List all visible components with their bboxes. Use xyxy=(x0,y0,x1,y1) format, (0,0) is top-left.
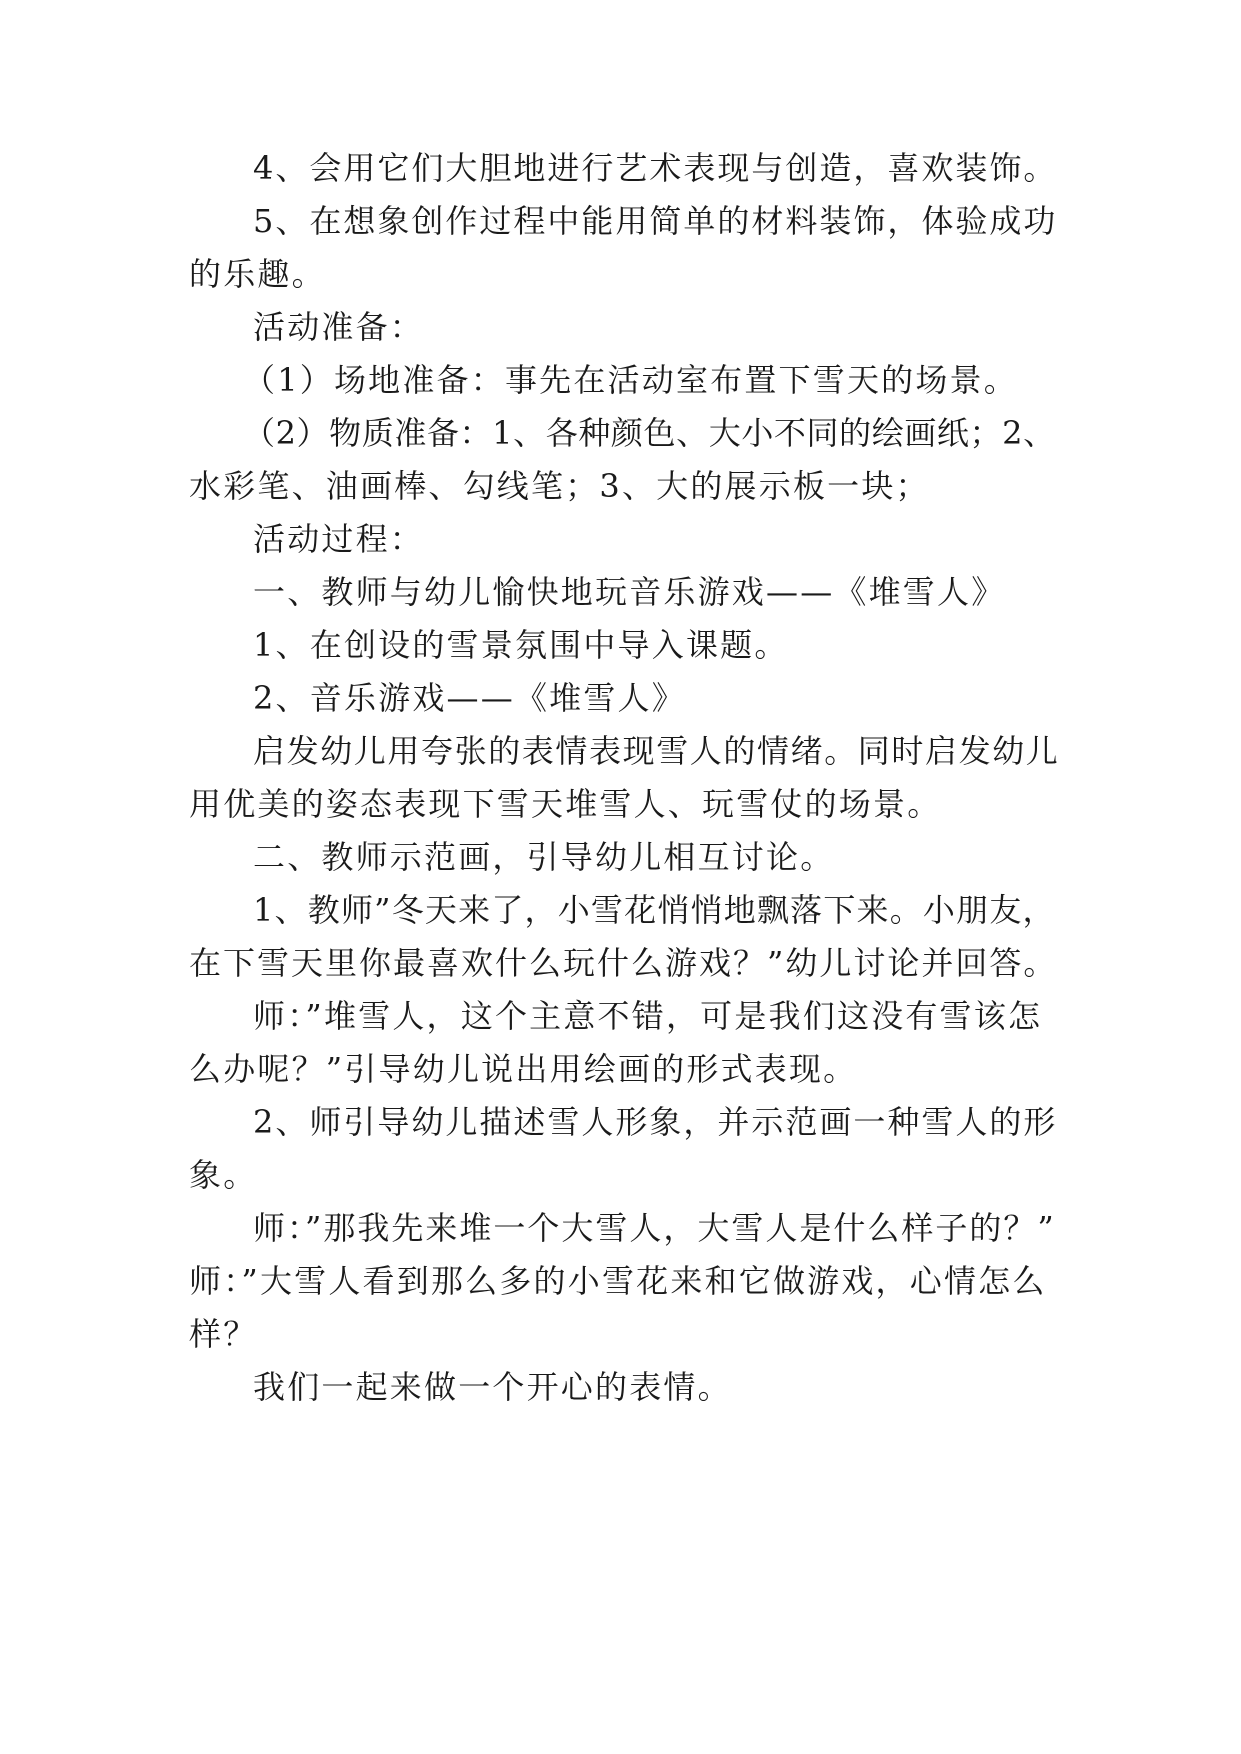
preparation-materials: （2）物质准备：1、各种颜色、大小不同的绘画纸；2、 xyxy=(243,414,1056,452)
preparation-venue: （1）场地准备：事先在活动室布置下雪天的场景。 xyxy=(243,361,1018,399)
paragraph-line: 象。 xyxy=(189,1156,258,1194)
paragraph-line: 师：”那我先来堆一个大雪人，大雪人是什么样子的？” xyxy=(253,1209,1056,1247)
preparation-materials-continued: 水彩笔、油画棒、勾线笔；3、大的展示板一块； xyxy=(189,467,930,505)
paragraph-line: 样？ xyxy=(189,1315,258,1353)
section-heading-preparation: 活动准备： xyxy=(253,308,425,346)
process-step-2: 二、教师示范画，引导幼儿相互讨论。 xyxy=(253,838,835,876)
paragraph-line: 在下雪天里你最喜欢什么玩什么游戏？”幼儿讨论并回答。 xyxy=(189,944,1058,982)
process-item: 1、在创设的雪景氛围中导入课题。 xyxy=(253,626,789,664)
process-step-1: 一、教师与幼儿愉快地玩音乐游戏——《堆雪人》 xyxy=(253,573,1006,611)
objective-5-continued: 的乐趣。 xyxy=(189,255,326,293)
paragraph-line: 师：”堆雪人，这个主意不错，可是我们这没有雪该怎 xyxy=(253,997,1043,1035)
process-item: 2、音乐游戏——《堆雪人》 xyxy=(253,679,686,717)
objective-5: 5、在想象创作过程中能用简单的材料装饰，体验成功 xyxy=(253,202,1058,240)
paragraph-line: 启发幼儿用夸张的表情表现雪人的情绪。同时启发幼儿 xyxy=(253,732,1060,770)
paragraph-line: 用优美的姿态表现下雪天堆雪人、玩雪仗的场景。 xyxy=(189,785,942,823)
objective-4: 4、会用它们大胆地进行艺术表现与创造，喜欢装饰。 xyxy=(253,149,1058,187)
paragraph-line: 师：”大雪人看到那么多的小雪花来和它做游戏，心情怎么 xyxy=(189,1262,1047,1300)
section-heading-process: 活动过程： xyxy=(253,520,425,558)
paragraph-line: 1、教师”冬天来了，小雪花悄悄地飘落下来。小朋友， xyxy=(253,891,1056,929)
paragraph-line: 我们一起来做一个开心的表情。 xyxy=(253,1368,732,1406)
paragraph-line: 么办呢？”引导幼儿说出用绘画的形式表现。 xyxy=(189,1050,858,1088)
paragraph-line: 2、师引导幼儿描述雪人形象，并示范画一种雪人的形 xyxy=(253,1103,1058,1141)
